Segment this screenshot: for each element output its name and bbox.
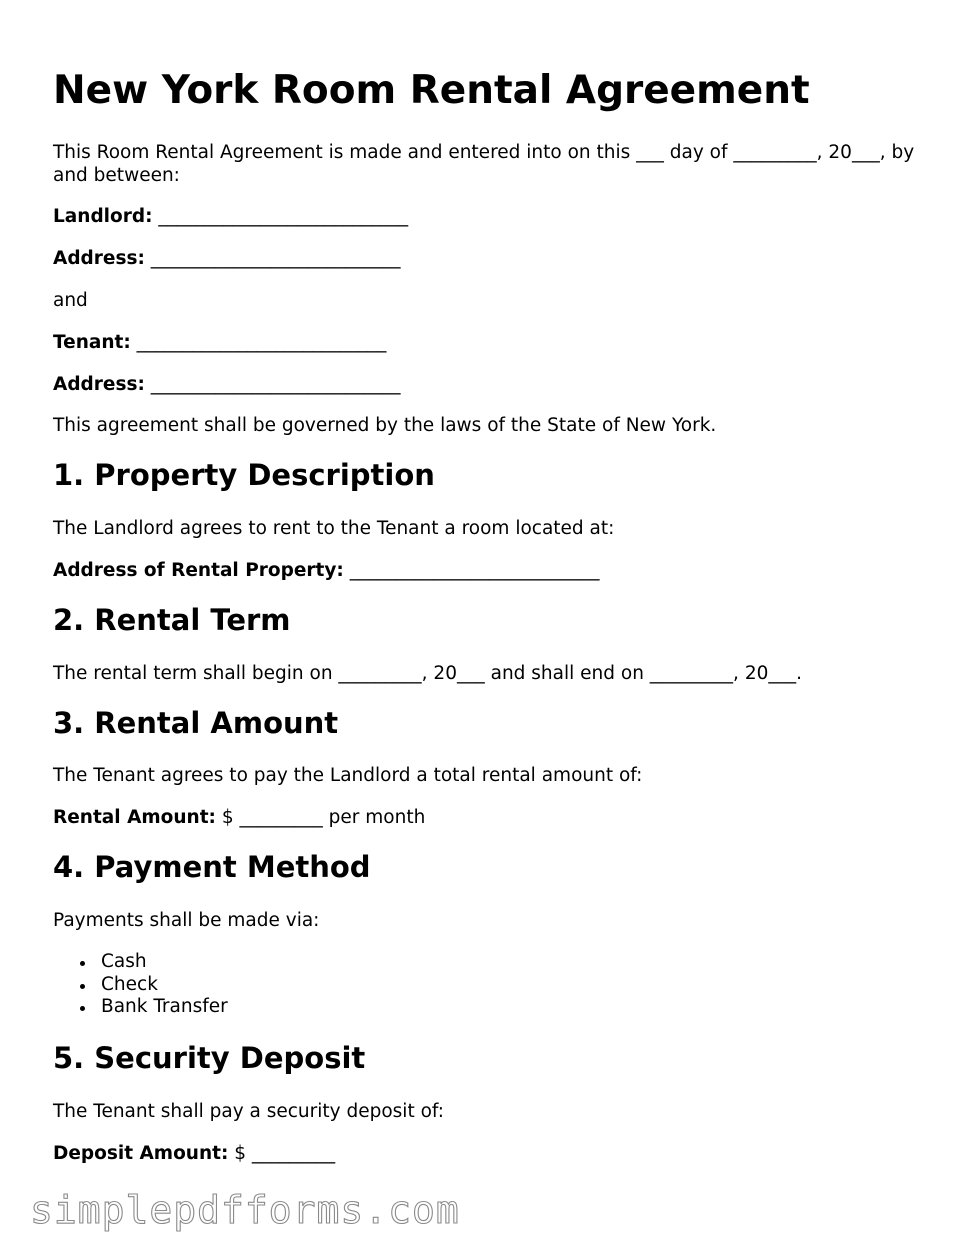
deposit-amount-field (53, 1142, 335, 1165)
tenant-blank: ___________________________ (136, 332, 387, 353)
payment-options-list (53, 951, 228, 1019)
deposit-amount-label: Deposit Amount: (53, 1143, 229, 1164)
tenant-address-field (53, 373, 401, 396)
list-item: Cash (101, 951, 228, 974)
payment-text: Payments shall be made via: (53, 910, 320, 931)
intro-paragraph: This Room Rental Agreement is made and entered into on this ___ day of _________, 20___, by and between: (53, 142, 915, 186)
rental-amount-field (53, 806, 425, 829)
and-text: and (53, 290, 88, 311)
rental-amount-value: $ _________ per month (221, 807, 426, 828)
deposit-text: The Tenant shall pay a security deposit of: (53, 1101, 444, 1122)
tenant-field (53, 331, 386, 354)
deposit-amount-value: $ _________ (234, 1143, 336, 1164)
rental-amount-label: Rental Amount: (53, 807, 216, 828)
property-text: The Landlord agrees to rent to the Tenant a room located at: (53, 518, 615, 539)
tenant-address-blank: ___________________________ (150, 374, 401, 395)
governing-law-text: This agreement shall be governed by the laws of the State of New York. (53, 415, 717, 436)
property-address-label: Address of Rental Property: (53, 560, 344, 581)
landlord-address-blank: ___________________________ (150, 248, 401, 269)
term-text: The rental term shall begin on _________, 20___ and shall end on _________, 20___. (53, 663, 802, 684)
section-heading-property: 1. Property Description (53, 458, 435, 492)
landlord-address-label: Address: (53, 248, 145, 269)
amount-text: The Tenant agrees to pay the Landlord a total rental amount of: (53, 765, 643, 786)
page-title: New York Room Rental Agreement (53, 68, 810, 113)
section-heading-term: 2. Rental Term (53, 603, 291, 637)
landlord-address-field (53, 247, 401, 270)
tenant-address-label: Address: (53, 374, 145, 395)
section-heading-amount: 3. Rental Amount (53, 706, 339, 740)
landlord-label: Landlord: (53, 206, 153, 227)
landlord-field (53, 205, 408, 228)
property-address-blank: ___________________________ (349, 560, 600, 581)
list-item: Check (101, 974, 228, 997)
section-heading-deposit: 5. Security Deposit (53, 1041, 366, 1075)
tenant-label: Tenant: (53, 332, 131, 353)
landlord-blank: ___________________________ (158, 206, 409, 227)
list-item: Bank Transfer (101, 996, 228, 1017)
property-address-field (53, 559, 599, 582)
section-heading-payment: 4. Payment Method (53, 850, 371, 884)
watermark: simplepdfforms.com (30, 1188, 460, 1232)
